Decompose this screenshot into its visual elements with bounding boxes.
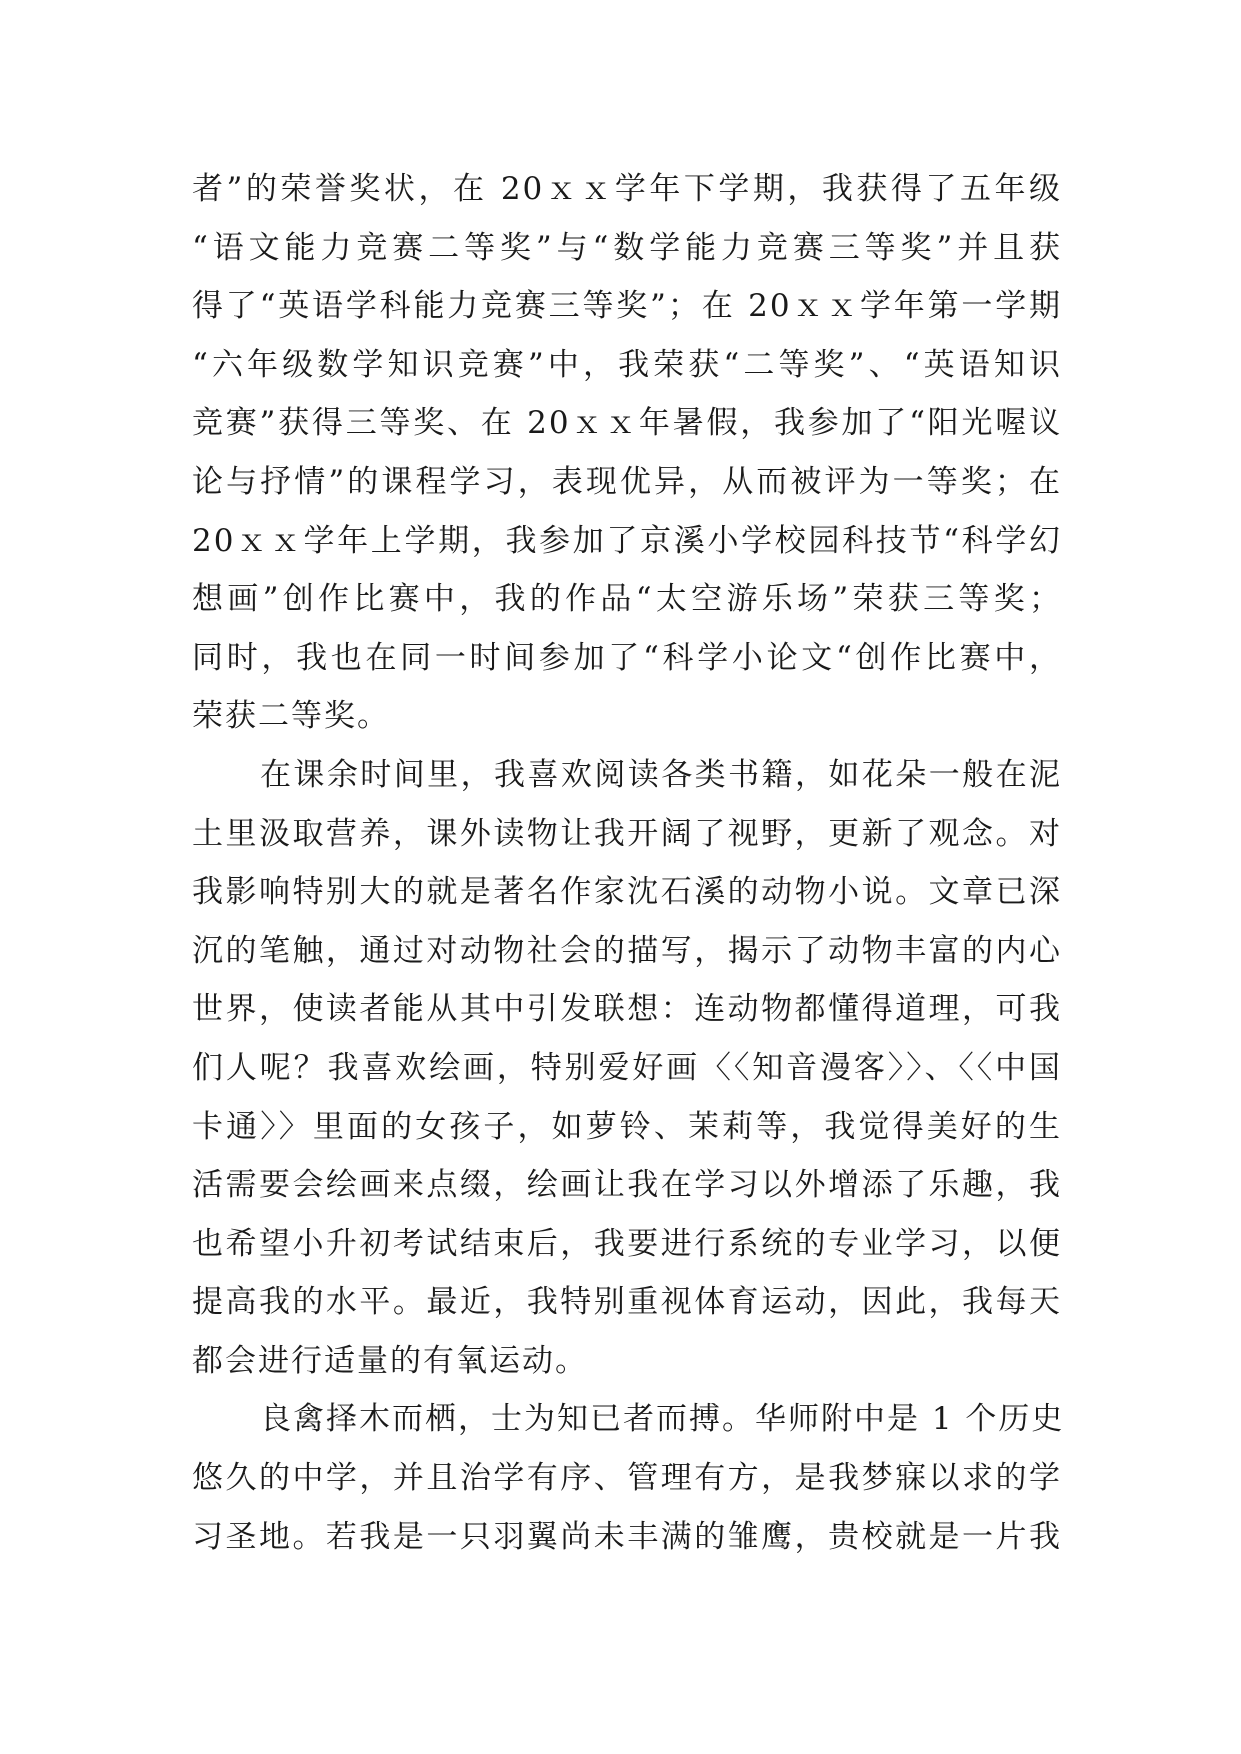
text-line: 论与抒情”的课程学习，表现优异，从而被评为一等奖；在: [192, 463, 1062, 500]
text-line: 我影响特别大的就是著名作家沈石溪的动物小说。文章已深: [192, 874, 1062, 911]
text-line: 世界，使读者能从其中引发联想：连动物都懂得道理，可我: [192, 991, 1062, 1028]
text-line: 得了“英语学科能力竞赛三等奖”；在 20ｘｘ学年第一学期: [192, 288, 1062, 325]
text-line: 在课余时间里，我喜欢阅读各类书籍，如花朵一般在泥: [260, 756, 1062, 793]
text-line: 活需要会绘画来点缀，绘画让我在学习以外增添了乐趣，我: [192, 1167, 1062, 1204]
text-line: “六年级数学知识竞赛”中，我荣获“二等奖”、“英语知识: [192, 346, 1062, 383]
text-line: 想画”创作比赛中，我的作品“太空游乐场”荣获三等奖；: [192, 581, 1062, 618]
text-line: 卡通〉〉里面的女孩子，如萝铃、茉莉等，我觉得美好的生: [192, 1108, 1062, 1145]
text-line: 都会进行适量的有氧运动。: [192, 1342, 588, 1379]
text-line: 者”的荣誉奖状，在 20ｘｘ学年下学期，我获得了五年级: [192, 171, 1062, 207]
text-line: 们人呢？我喜欢绘画，特别爱好画〈〈知音漫客〉〉、〈〈中国: [192, 1049, 1062, 1086]
text-line: 也希望小升初考试结束后，我要进行系统的专业学习，以便: [192, 1225, 1062, 1262]
text-line: 提高我的水平。最近，我特别重视体育运动，因此，我每天: [192, 1284, 1062, 1321]
text-line: 20ｘｘ学年上学期，我参加了京溪小学校园科技节“科学幻: [192, 522, 1062, 559]
text-line: 沉的笔触，通过对动物社会的描写，揭示了动物丰富的内心: [192, 932, 1062, 969]
text-line: 悠久的中学，并且治学有序、管理有方，是我梦寐以求的学: [192, 1460, 1062, 1497]
text-line: 同时，我也在同一时间参加了“科学小论文“创作比赛中，: [192, 639, 1062, 676]
text-line: 习圣地。若我是一只羽翼尚未丰满的雏鹰，贵校就是一片我: [192, 1518, 1062, 1555]
text-line: 荣获二等奖。: [192, 698, 390, 735]
document-body: [192, 160, 1065, 1566]
text-line: 竞赛”获得三等奖、在 20ｘｘ年暑假，我参加了“阳光喔议: [192, 405, 1062, 442]
text-line: “语文能力竞赛二等奖”与“数学能力竞赛三等奖”并且获: [192, 229, 1062, 266]
text-line: 土里汲取营养，课外读物让我开阔了视野，更新了观念。对: [192, 815, 1062, 852]
text-line: 良禽择木而栖，士为知已者而搏。华师附中是 1 个历史: [260, 1401, 1065, 1438]
